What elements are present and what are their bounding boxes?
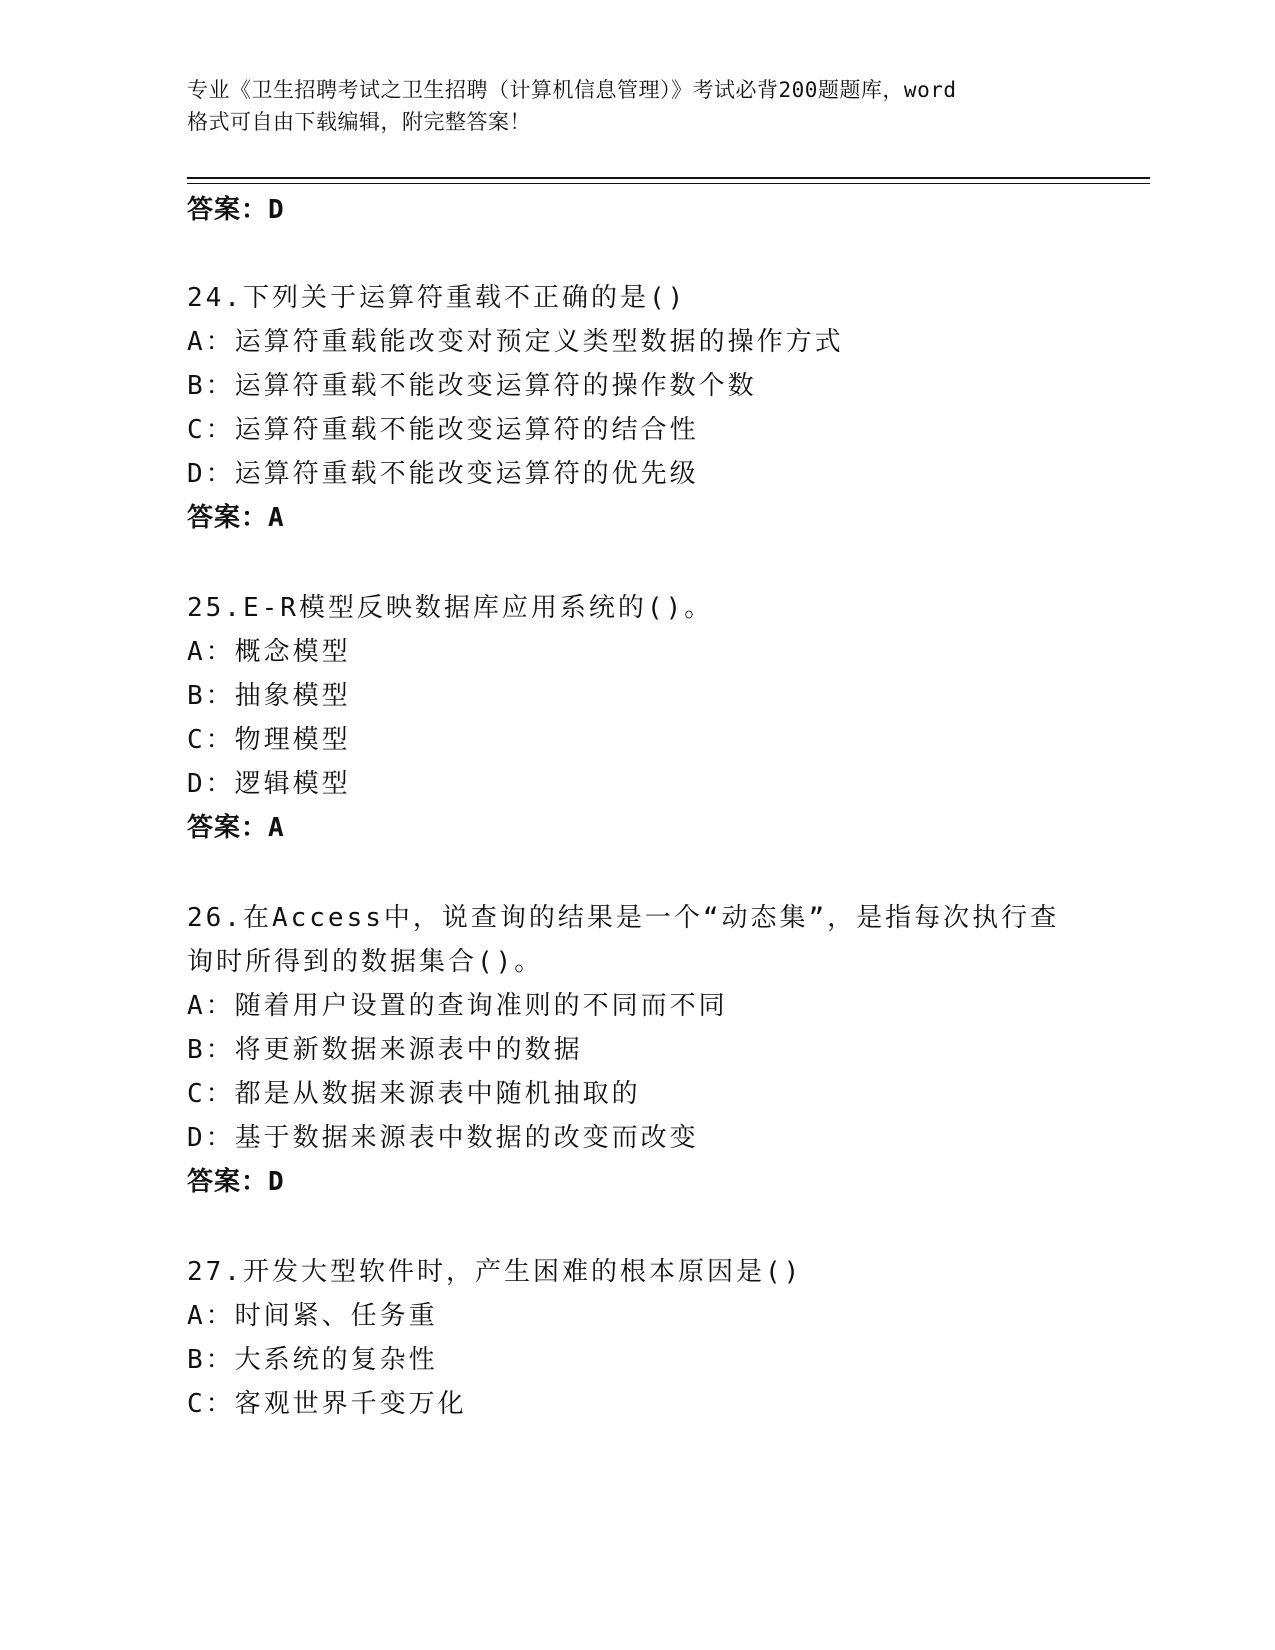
question-stem-continued: 询时所得到的数据集合()。 xyxy=(187,947,544,977)
answer-label: 答案：D xyxy=(187,1167,285,1197)
answer-label: 答案：A xyxy=(187,503,285,533)
question-stem: 27.开发大型软件时，产生困难的根本原因是() xyxy=(187,1257,803,1287)
option-d: D：基于数据来源表中数据的改变而改变 xyxy=(187,1123,699,1153)
option-c: C：物理模型 xyxy=(187,725,351,755)
option-a: A：概念模型 xyxy=(187,637,351,667)
question-stem: 25.E-R模型反映数据库应用系统的()。 xyxy=(187,593,714,623)
answer-label: 答案：D xyxy=(187,195,285,225)
option-d: D：逻辑模型 xyxy=(187,769,351,799)
question-stem: 24.下列关于运算符重载不正确的是() xyxy=(187,283,687,313)
option-b: B：将更新数据来源表中的数据 xyxy=(187,1035,583,1065)
option-b: B：大系统的复杂性 xyxy=(187,1345,438,1375)
option-a: A：随着用户设置的查询准则的不同而不同 xyxy=(187,991,728,1021)
option-c: C：运算符重载不能改变运算符的结合性 xyxy=(187,415,699,445)
header-rule-thick xyxy=(187,177,1150,179)
option-b: B：运算符重载不能改变运算符的操作数个数 xyxy=(187,371,757,401)
option-d: D：运算符重载不能改变运算符的优先级 xyxy=(187,459,699,489)
answer-label: 答案：A xyxy=(187,813,285,843)
option-a: A：时间紧、任务重 xyxy=(187,1301,438,1331)
option-a: A：运算符重载能改变对预定义类型数据的操作方式 xyxy=(187,327,844,357)
header-line-2: 格式可自由下载编辑，附完整答案！ xyxy=(187,110,531,134)
option-c: C：都是从数据来源表中随机抽取的 xyxy=(187,1079,641,1109)
header-rule-thin xyxy=(187,183,1150,184)
header-line-1: 专业《卫生招聘考试之卫生招聘（计算机信息管理）》考试必背200题题库，word xyxy=(187,78,957,102)
document-header xyxy=(187,74,1087,138)
option-b: B：抽象模型 xyxy=(187,681,351,711)
option-c: C：客观世界千变万化 xyxy=(187,1389,467,1419)
question-stem: 26.在Access中，说查询的结果是一个“动态集”，是指每次执行查 xyxy=(187,903,1060,933)
